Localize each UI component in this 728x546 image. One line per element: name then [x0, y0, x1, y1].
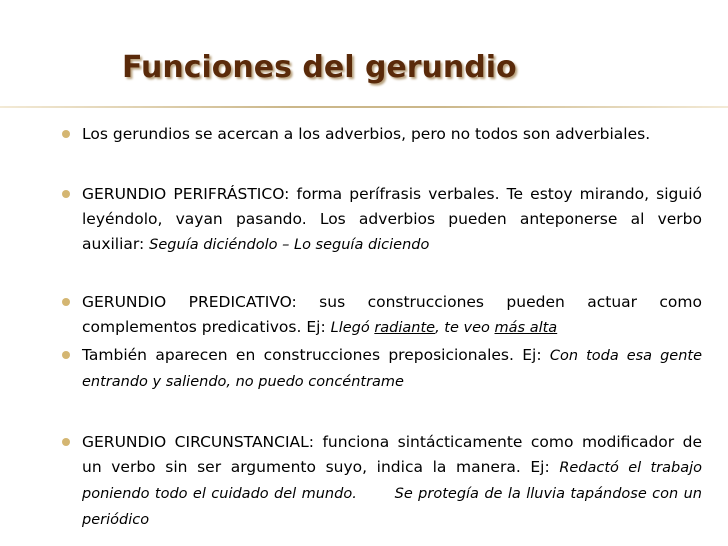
bullet-text: GERUNDIO CIRCUNSTANCIAL: funciona sintácticamente como modificador de un verbo sin ser argumento suyo, indica la manera. Ej:	[82, 433, 702, 476]
bullet-dot-icon	[62, 351, 70, 359]
bullet-example-underlined: más alta	[494, 320, 558, 336]
bullet-dot-icon	[62, 130, 70, 138]
bullet-text: Los gerundios se acercan a los adverbios, pero no todos son adverbiales.	[82, 125, 651, 143]
bullet-text: GERUNDIO PERIFRÁSTICO: forma perífrasis verbales. Te estoy mirando, siguió leyéndolo, vayan pasando. Los adverbios pueden anteponerse al verbo auxiliar:	[82, 185, 702, 253]
bullet-example: Seguía diciéndolo – Lo seguía diciendo	[149, 237, 430, 253]
bullet-text: GERUNDIO PREDICATIVO: sus construcciones pueden actuar como complementos predicativos. Ej:	[82, 293, 702, 336]
bullet-item	[82, 290, 702, 341]
bullet-dot-icon	[62, 298, 70, 306]
bullet-dot-icon	[62, 190, 70, 198]
bullet-item	[82, 182, 702, 258]
bullet-example: Con toda esa gente entrando y saliendo, no puedo concéntrame	[82, 348, 702, 390]
bullet-example: , te veo	[435, 320, 495, 336]
bullet-item	[82, 343, 702, 395]
bullet-item	[82, 430, 707, 533]
slide-title: Funciones del gerundio	[122, 50, 517, 85]
bullet-example: Redactó el trabajo poniendo todo el cuidado del mundo. Se protegía de la lluvia tapándose con un periódico	[82, 460, 707, 528]
bullet-example-underlined: radiante	[374, 320, 436, 336]
bullet-item	[82, 122, 702, 147]
bullet-dot-icon	[62, 438, 70, 446]
bullet-text: También aparecen en construcciones preposicionales. Ej:	[82, 346, 550, 364]
bullet-example: Llegó	[330, 320, 375, 336]
title-divider	[0, 106, 728, 108]
